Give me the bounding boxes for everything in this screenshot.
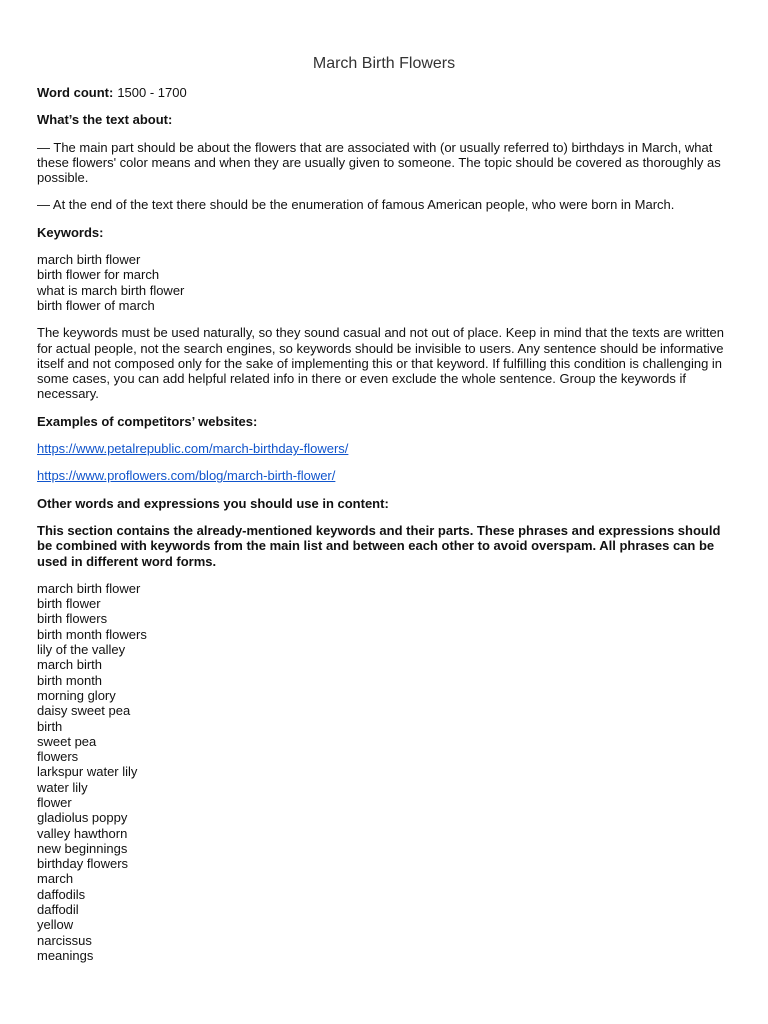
competitor-link[interactable]: https://www.proflowers.com/blog/march-birth-flower/ — [37, 468, 336, 484]
other-word-item: narcissus — [37, 932, 92, 948]
competitor-link[interactable]: https://www.petalrepublic.com/march-birthday-flowers/ — [37, 441, 349, 457]
other-word-item: larkspur water lily — [37, 764, 138, 780]
keyword-item: birth flower for march — [37, 267, 160, 283]
other-words-note: This section contains the already-mentioned keywords and their parts. These phrases and expressions should be combined with keywords from the main list and between each other to avoid overspam. All phrases can be used in different word forms. — [37, 522, 721, 569]
keywords-heading: Keywords: — [37, 224, 104, 240]
other-word-item: march birth — [37, 657, 103, 673]
other-word-item: birth month — [37, 672, 103, 688]
other-word-item: birth flowers — [37, 611, 108, 627]
other-word-item: flowers — [37, 749, 79, 765]
about-paragraph-1: — The main part should be about the flowers that are associated with (or usually referred to) birthdays in March, what these flowers' color means and when they are usually given to someone. The topic should be covered as thoroughly as possible. — [37, 139, 721, 186]
other-words-heading: Other words and expressions you should use in content: — [37, 495, 389, 511]
other-word-item: yellow — [37, 917, 74, 933]
other-word-item: daffodils — [37, 886, 86, 902]
word-count-label: Word count: — [37, 85, 114, 100]
other-word-item: daffodil — [37, 902, 79, 918]
other-word-item: morning glory — [37, 687, 116, 703]
keywords-list — [37, 252, 731, 313]
about-heading: What’s the text about: — [37, 112, 173, 128]
other-word-item: birth — [37, 718, 63, 734]
other-word-item: march birth flower — [37, 580, 141, 596]
other-word-item: new beginnings — [37, 840, 128, 856]
other-word-item: birth flower — [37, 596, 101, 612]
other-word-item: gladiolus poppy — [37, 810, 128, 826]
other-word-item: valley hawthorn — [37, 825, 128, 841]
keyword-item: what is march birth flower — [37, 282, 185, 298]
other-word-item: sweet pea — [37, 733, 97, 749]
other-word-item: meanings — [37, 947, 94, 963]
other-word-item: daisy sweet pea — [37, 703, 131, 719]
other-word-item: flower — [37, 794, 72, 810]
keywords-note: The keywords must be used naturally, so they sound casual and not out of place. Keep in mind that the texts are written for actual people, not the search engines, so keywords should be invisible to users. Any sentence should be informative itself and not composed only for the sake of implementing this or that keyword. If fulfilling this condition is challenging in some cases, you can add helpful related info in there or even exclude the whole sentence. Group the keywords if necessary. — [37, 325, 724, 402]
other-word-item: lily of the valley — [37, 642, 126, 658]
about-paragraph-2: — At the end of the text there should be the enumeration of famous American people, who were born in March. — [37, 197, 675, 213]
competitor-link-row-1 — [37, 441, 731, 456]
keyword-item: march birth flower — [37, 252, 141, 268]
other-word-item: birthday flowers — [37, 856, 129, 872]
other-words-list — [37, 581, 731, 963]
other-word-item: march — [37, 871, 74, 887]
keyword-item: birth flower of march — [37, 297, 155, 313]
competitors-heading: Examples of competitors’ websites: — [37, 413, 258, 429]
word-count-value: 1500 - 1700 — [117, 85, 187, 100]
word-count-line — [37, 85, 731, 100]
other-word-item: water lily — [37, 779, 88, 795]
document-title: March Birth Flowers — [312, 55, 456, 72]
other-word-item: birth month flowers — [37, 626, 147, 642]
competitor-link-row-2 — [37, 468, 731, 483]
